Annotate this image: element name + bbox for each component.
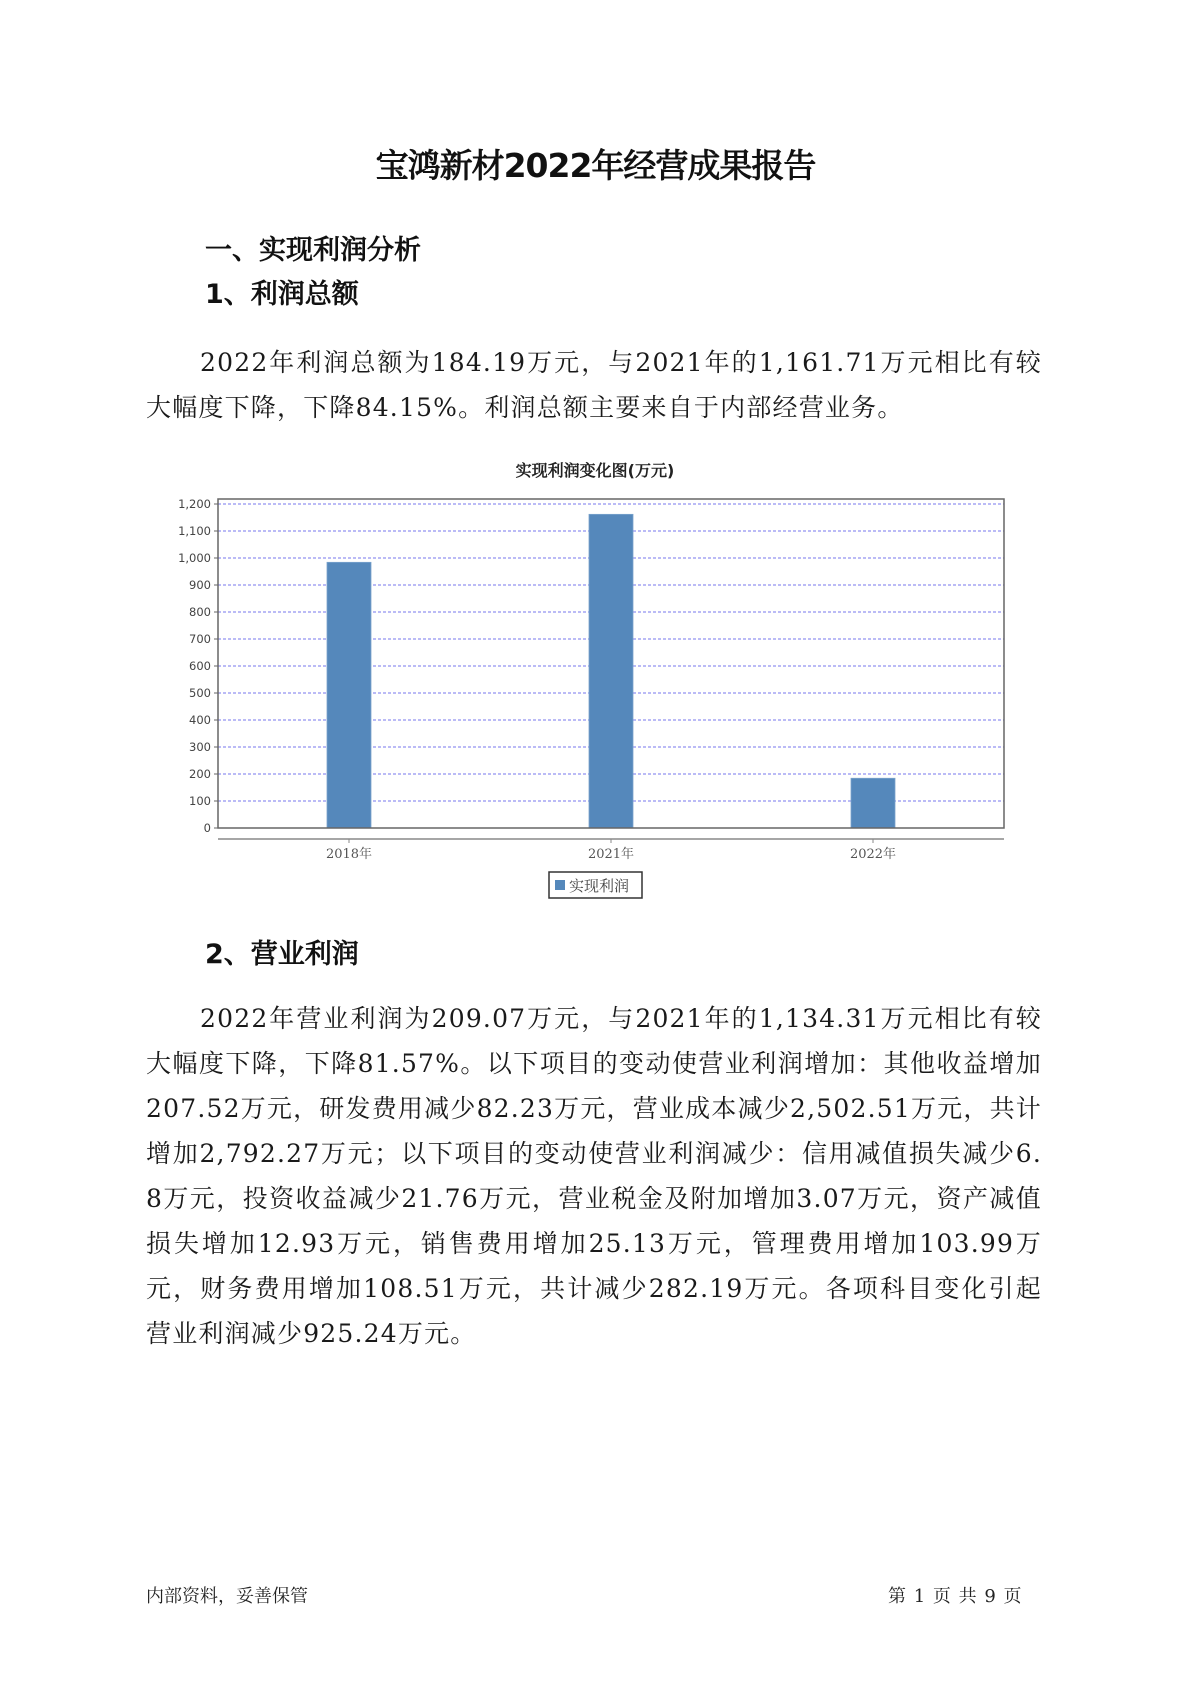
chart-legend xyxy=(549,872,642,898)
x-tick-label: 2022年 xyxy=(849,847,897,862)
legend-label: 实现利润 xyxy=(569,877,630,895)
x-tick-label: 2021年 xyxy=(587,847,635,862)
bar-2022年 xyxy=(851,778,895,828)
y-tick-label: 1,200 xyxy=(178,497,211,511)
footer-page-number: 第 1 页 共 9 页 xyxy=(888,1586,1022,1607)
y-tick-label: 600 xyxy=(189,659,211,673)
y-tick-label: 800 xyxy=(189,605,211,619)
y-axis-ticks xyxy=(178,497,218,835)
operating-profit-paragraph: 2022年营业利润为209.07万元，与2021年的1,134.31万元相比有较大幅度下降，下降81.57%。以下项目的变动使营业利润增加：其他收益增加207.52万元，研发费用减少82.23万元，营业成本减少2,502.51万元，共计增加2,792.27万元；以下项目的变动使营业利润减少：信用减值损失减少6.8万元，投资收益减少21.76万元，营业税金及附加增加3.07万元，资产减值损失增加12.93万元，销售费用增加25.13万元，管理费用增加103.99万元，财务费用增加108.51万元，共计减少282.19万元。各项科目变化引起营业利润减少925.24万元。 xyxy=(146,1004,1042,1348)
document-title: 宝鸿新材2022年经营成果报告 xyxy=(375,146,816,185)
y-tick-label: 300 xyxy=(189,740,211,754)
y-tick-label: 0 xyxy=(203,821,211,835)
y-tick-label: 1,100 xyxy=(178,524,211,538)
x-axis-labels xyxy=(326,839,896,862)
bar-2021年 xyxy=(589,514,633,828)
y-tick-label: 900 xyxy=(189,578,211,592)
y-tick-label: 500 xyxy=(189,686,211,700)
chart-title: 实现利润变化图(万元) xyxy=(515,461,675,480)
y-tick-label: 700 xyxy=(189,632,211,646)
y-tick-label: 400 xyxy=(189,713,211,727)
profit-bar-chart xyxy=(0,440,1191,910)
subsection-heading-total-profit: 1、利润总额 xyxy=(205,279,359,310)
bar-2018年 xyxy=(327,562,371,828)
total-profit-paragraph: 2022年利润总额为184.19万元，与2021年的1,161.71万元相比有较大幅度下降，下降84.15%。利润总额主要来自于内部经营业务。 xyxy=(146,348,1042,422)
y-tick-label: 100 xyxy=(189,794,211,808)
section-heading-profit-analysis: 一、实现利润分析 xyxy=(205,235,421,266)
legend-swatch xyxy=(555,880,565,890)
y-tick-label: 1,000 xyxy=(178,551,211,565)
chart-bars xyxy=(327,514,895,828)
y-tick-label: 200 xyxy=(189,767,211,781)
subsection-heading-operating-profit: 2、营业利润 xyxy=(205,939,359,970)
footer-confidential-note: 内部资料，妥善保管 xyxy=(146,1586,308,1607)
x-tick-label: 2018年 xyxy=(325,847,373,862)
